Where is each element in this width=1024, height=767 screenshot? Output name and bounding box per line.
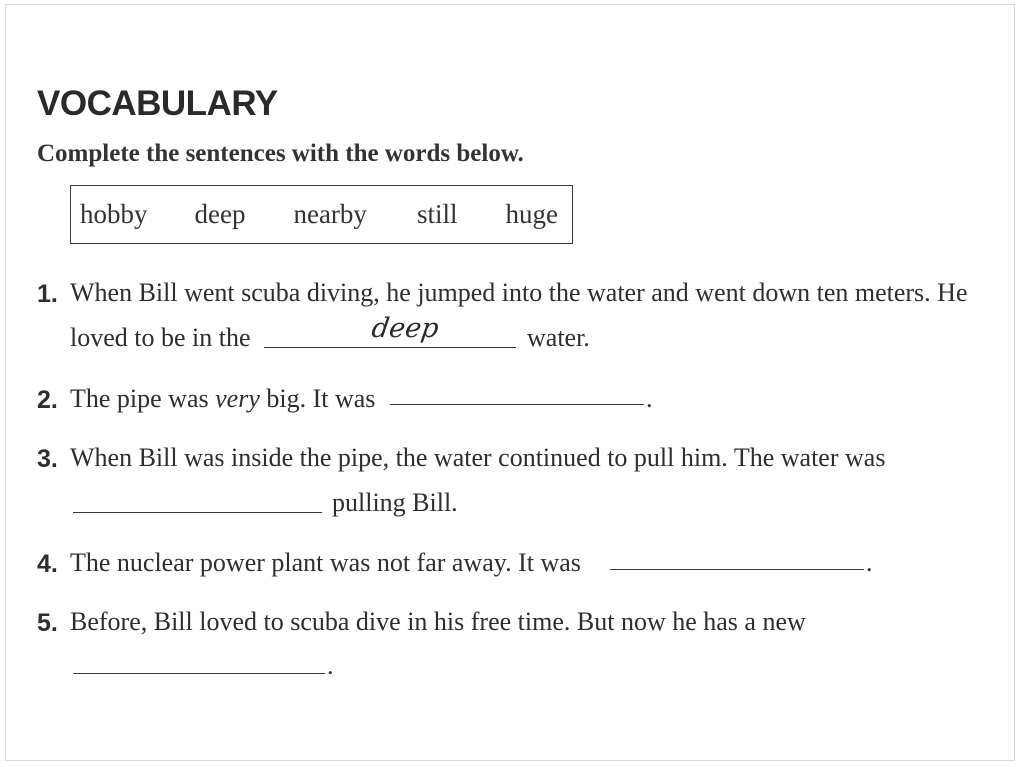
section-title: VOCABULARY (37, 84, 278, 123)
handwritten-answer: deep (369, 313, 441, 344)
item-3-line-1: When Bill was inside the pipe, the water continued to pull him. The water was (70, 443, 886, 472)
item-number: 3. (37, 445, 58, 473)
word-bank-item: huge (505, 199, 558, 229)
item-1-line-2-before: loved to be in the (70, 323, 251, 352)
item-3-line-2-after: pulling Bill. (332, 488, 458, 517)
item-5-line-1: Before, Bill loved to scuba dive in his free time. But now he has a new (70, 607, 806, 636)
answer-blank-3[interactable] (73, 512, 322, 513)
answer-blank-5[interactable] (73, 673, 325, 674)
word-bank-item: deep (194, 199, 246, 229)
item-number: 4. (37, 550, 58, 578)
word-bank-item: still (416, 199, 458, 229)
answer-blank-1[interactable] (264, 347, 516, 348)
item-number: 1. (37, 280, 58, 308)
item-1-line-2-after: water. (527, 323, 590, 352)
word-bank-item: nearby (293, 199, 367, 229)
item-2-period: . (646, 384, 653, 413)
item-number: 5. (37, 609, 58, 637)
answer-blank-2[interactable] (390, 404, 644, 405)
item-1-line-1: When Bill went scuba diving, he jumped into the water and went down ten meters. He (70, 278, 968, 307)
word-bank (70, 185, 573, 244)
instruction-text: Complete the sentences with the words below. (37, 140, 524, 167)
item-2-text: The pipe was very big. It was (70, 384, 376, 413)
item-4-text: The nuclear power plant was not far away. It was (70, 548, 581, 577)
item-5-period: . (327, 651, 334, 680)
answer-blank-4[interactable] (610, 569, 864, 570)
item-number: 2. (37, 386, 58, 414)
word-bank-item: hobby (80, 199, 148, 229)
item-4-period: . (866, 548, 873, 577)
